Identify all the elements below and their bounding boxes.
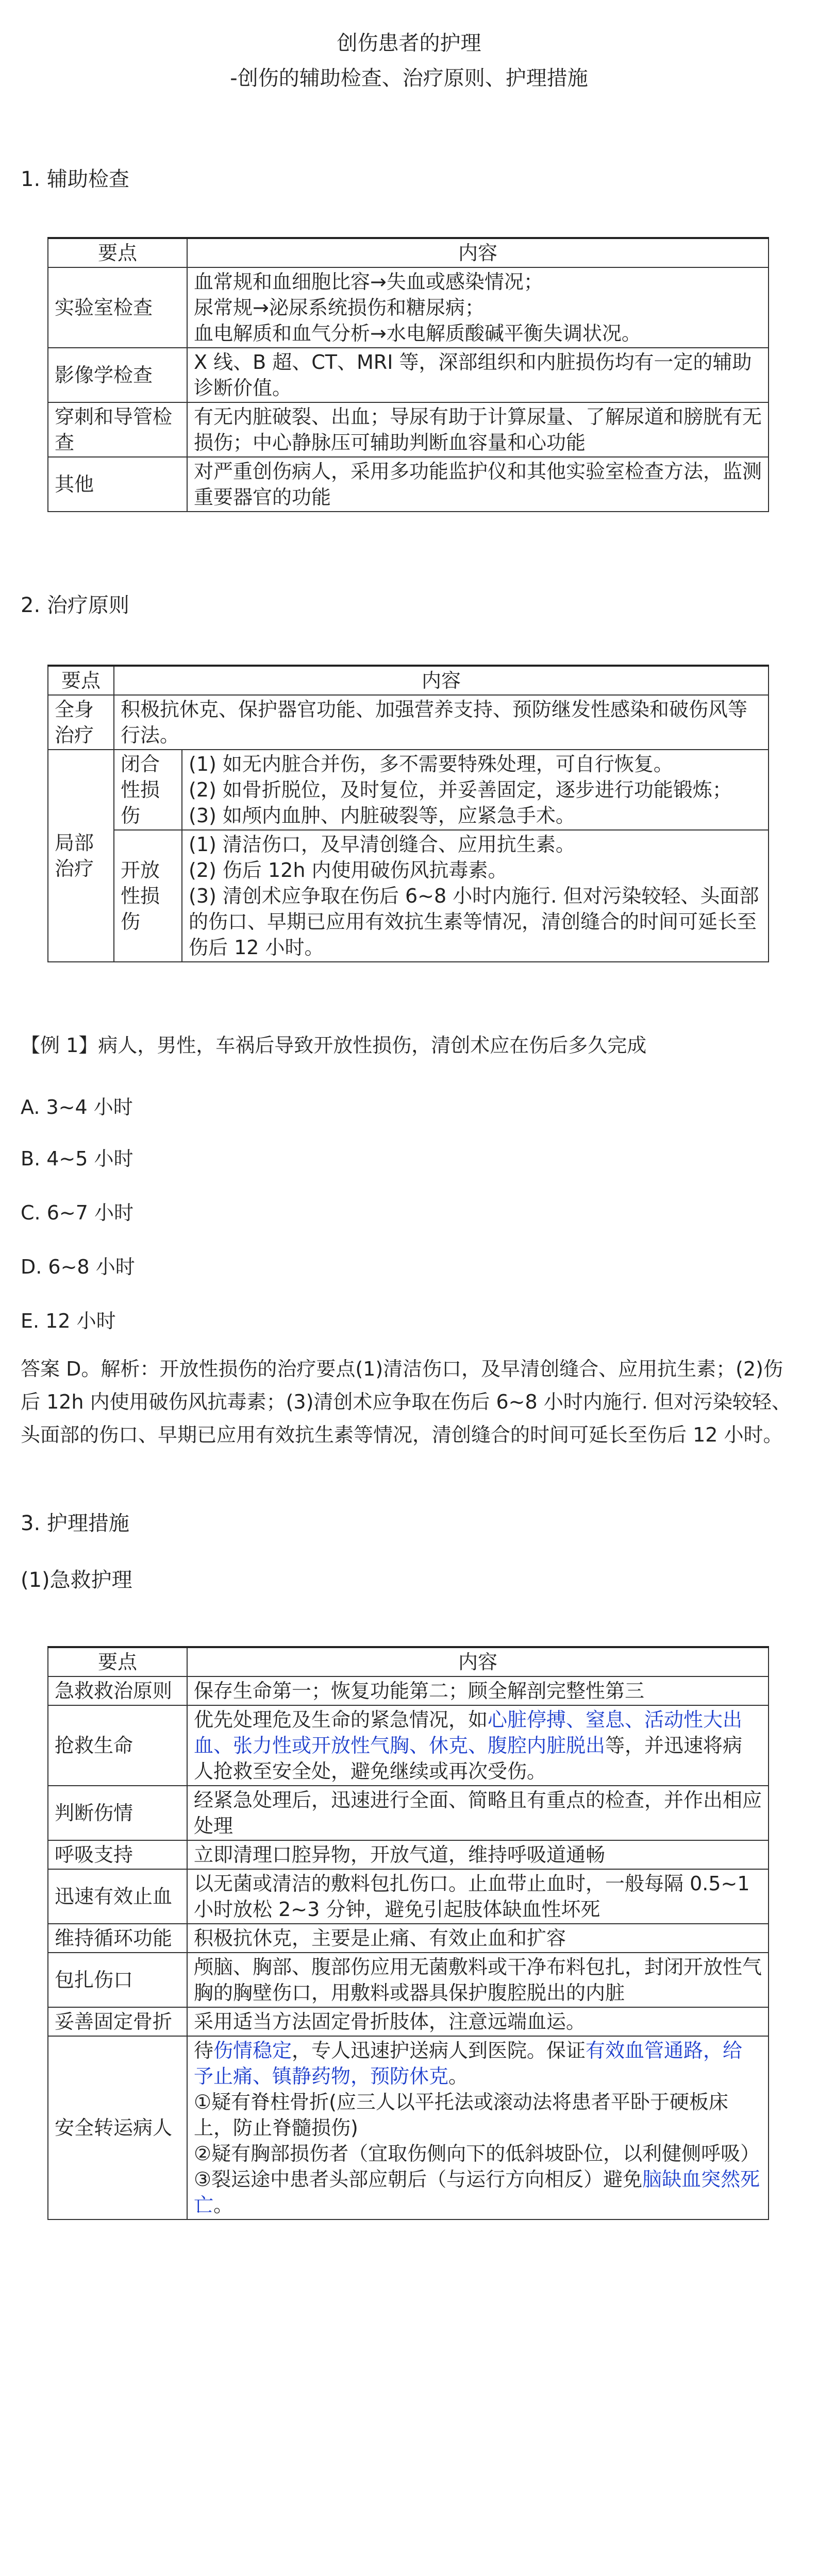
subsection-emergency: (1)急救护理 <box>21 1568 132 1592</box>
text-segment: 等，并迅速将病人抢救至安全处，避免继续或再次受伤。 <box>194 1734 743 1783</box>
row-content <box>182 830 769 962</box>
row-key: 迅速有效止血 <box>48 1869 187 1924</box>
table-row <box>48 1953 769 2007</box>
row-content <box>187 1676 769 1705</box>
header-key: 要点 <box>48 1647 187 1676</box>
text-segment: 待 <box>194 2039 214 2062</box>
option: A. 3~4 小时 <box>21 1096 133 1118</box>
text-segment: 优先处理危及生命的紧急情况，如 <box>194 1708 488 1731</box>
row-key: 包扎伤口 <box>48 1953 187 2007</box>
row-key: 急救救治原则 <box>48 1676 187 1705</box>
header-key: 要点 <box>48 666 114 695</box>
text-segment: 颅脑、胸部、腹部伤应用无菌敷料或干净布料包扎，封闭开放性气胸的胸壁伤口，用敷料或器具保护腹腔脱出的内脏 <box>194 1956 762 2004</box>
text-segment: 以无菌或清洁的敷料包扎伤口。止血带止血时，一般每隔 0.5~1 小时放松 2~3 分钟，避免引起肢体缺血性坏死 <box>194 1872 750 1921</box>
emergency-table <box>47 1646 769 2220</box>
highlight-text: 有效血管通路，给予止痛、镇静药物，预防休克 <box>194 2039 743 2088</box>
row-key: 安全转运病人 <box>48 2036 187 2219</box>
row-key: 实验室检查 <box>48 267 187 348</box>
highlight-text: 脑缺血突然死亡 <box>194 2168 760 2216</box>
header-content: 内容 <box>114 666 769 695</box>
sub-key: 开放性损伤 <box>114 830 182 962</box>
text-segment: ，专人迅速护送病人到医院。保证 <box>292 2039 586 2062</box>
table-row <box>48 1705 769 1786</box>
content-line: (1) 清洁伤口，及早清创缝合、应用抗生素。 <box>189 833 575 856</box>
section3-heading: 3. 护理措施 <box>21 1512 129 1535</box>
row-content <box>187 1869 769 1924</box>
content-line: ②疑有胸部损伤者（宜取伤侧向下的低斜坡卧位，以利健侧呼吸） <box>194 2142 760 2165</box>
table-row <box>48 402 769 457</box>
table-row <box>48 830 769 962</box>
row-content: 积极抗休克、保护器官功能、加强营养支持、预防继发性感染和破伤风等行法。 <box>114 695 769 750</box>
table-row <box>48 750 769 830</box>
example1-answer: 答案 D。解析：开放性损伤的治疗要点(1)清洁伤口，及早清创缝合、应用抗生素；(2)伤后 12h 内使用破伤风抗毒素；(3)清创术应争取在伤后 6~8 小时内施行. 但对污染较轻、头面部的伤口、早期已应用有效抗生素等情况，清创缝合的时间可延长至伤后 12 小时。 <box>21 1358 791 1446</box>
table-header-row <box>48 238 769 267</box>
table-row <box>48 1840 769 1869</box>
emergency-rows <box>48 1676 769 2036</box>
aux-exam-table <box>47 237 769 512</box>
section1-heading: 1. 辅助检查 <box>21 167 129 191</box>
treatment-table <box>47 665 769 962</box>
text-segment: 立即清理口腔异物，开放气道，维持呼吸道通畅 <box>194 1843 606 1866</box>
table-row <box>48 2036 769 2219</box>
text-segment: 保存生命第一；恢复功能第二；顾全解剖完整性第三 <box>194 1680 645 1702</box>
table-row <box>48 1676 769 1705</box>
row-key: 局部治疗 <box>48 750 114 962</box>
row-content: 对严重创伤病人，采用多功能监护仪和其他实验室检查方法，监测重要器官的功能 <box>187 457 769 512</box>
table-row <box>48 1786 769 1840</box>
text-segment: ③裂运途中患者头部应朝后（与运行方向相反）避免 <box>194 2168 643 2191</box>
row-content <box>187 1953 769 2007</box>
content-line: 血常规和血细胞比容→失血或感染情况； <box>194 270 543 293</box>
text-segment: 采用适当方法固定骨折肢体，注意远端血运。 <box>194 2010 586 2033</box>
row-content <box>187 2036 769 2219</box>
table-row <box>48 1924 769 1953</box>
content-line: (3) 如颅内血肿、内脏破裂等，应紧急手术。 <box>189 804 575 827</box>
page-subtitle: -创伤的辅助检查、治疗原则、护理措施 <box>230 66 588 90</box>
content-line: (2) 如骨折脱位，及时复位，并妥善固定，逐步进行功能锻炼； <box>189 778 732 801</box>
section2-heading: 2. 治疗原则 <box>21 594 129 617</box>
row-content: X 线、B 超、CT、MRI 等，深部组织和内脏损伤均有一定的辅助诊断价值。 <box>187 348 769 402</box>
row-key: 影像学检查 <box>48 348 187 402</box>
option: E. 12 小时 <box>21 1310 116 1332</box>
header-content: 内容 <box>187 1647 769 1676</box>
option: D. 6~8 小时 <box>21 1256 135 1278</box>
row-content: 有无内脏破裂、出血；导尿有助于计算尿量、了解尿道和膀胱有无损伤；中心静脉压可辅助判断血容量和心功能 <box>187 402 769 457</box>
table-row <box>48 267 769 348</box>
row-key: 抢救生命 <box>48 1705 187 1786</box>
row-key: 维持循环功能 <box>48 1924 187 1953</box>
row-content <box>187 1786 769 1840</box>
page-title: 创伤患者的护理 <box>337 31 481 55</box>
table-row <box>48 2007 769 2036</box>
table-row <box>48 457 769 512</box>
header-key: 要点 <box>48 238 187 267</box>
highlight-text: 心脏停搏、窒息、活动性大出血、张力性或开放性气胸、休克、腹腔内脏脱出 <box>194 1708 743 1757</box>
row-content <box>187 1840 769 1869</box>
row-key: 穿刺和导管检查 <box>48 402 187 457</box>
row-content <box>187 267 769 348</box>
row-content <box>187 1924 769 1953</box>
text-segment: 积极抗休克，主要是止痛、有效止血和扩容 <box>194 1927 566 1950</box>
option: C. 6~7 小时 <box>21 1201 133 1224</box>
content-line: 血电解质和血气分析→水电解质酸碱平衡失调状况。 <box>194 322 641 345</box>
sub-key: 闭合性损伤 <box>114 750 182 830</box>
content-line: (3) 清创术应争取在伤后 6~8 小时内施行. 但对污染较轻、头面部的伤口、早期已应用有效抗生素等情况，清创缝合的时间可延长至伤后 12 小时。 <box>189 885 759 959</box>
content-line <box>194 2038 762 2089</box>
row-key: 全身治疗 <box>48 695 114 750</box>
table-row <box>48 695 769 750</box>
content-line: (1) 如无内脏合并伤，多不需要特殊处理，可自行恢复。 <box>189 753 673 775</box>
header-content: 内容 <box>187 238 769 267</box>
row-key: 其他 <box>48 457 187 512</box>
content-line <box>194 2166 762 2218</box>
text-segment: 经紧急处理后，迅速进行全面、简略且有重点的检查，并作出相应处理 <box>194 1789 762 1837</box>
table-header-row <box>48 1647 769 1676</box>
highlight-text: 伤情稳定 <box>213 2039 292 2062</box>
table-row <box>48 1869 769 1924</box>
row-content <box>182 750 769 830</box>
text-segment: 。 <box>213 2194 233 2216</box>
row-content <box>187 2007 769 2036</box>
content-line: 尿常规→泌尿系统损伤和糖尿病； <box>194 296 485 319</box>
table-row <box>48 348 769 402</box>
content-line: ①疑有脊柱骨折(应三人以平托法或滚动法将患者平卧于硬板床上，防止脊髓损伤) <box>194 2091 728 2139</box>
row-key: 妥善固定骨折 <box>48 2007 187 2036</box>
row-key: 呼吸支持 <box>48 1840 187 1869</box>
text-segment: 。 <box>448 2065 469 2088</box>
row-content <box>187 1705 769 1786</box>
row-key: 判断伤情 <box>48 1786 187 1840</box>
option: B. 4~5 小时 <box>21 1147 133 1170</box>
example1-question: 【例 1】病人，男性，车祸后导致开放性损伤，清创术应在伤后多久完成 <box>21 1034 647 1057</box>
content-line: (2) 伤后 12h 内使用破伤风抗毒素。 <box>189 859 508 882</box>
table-header-row <box>48 666 769 695</box>
